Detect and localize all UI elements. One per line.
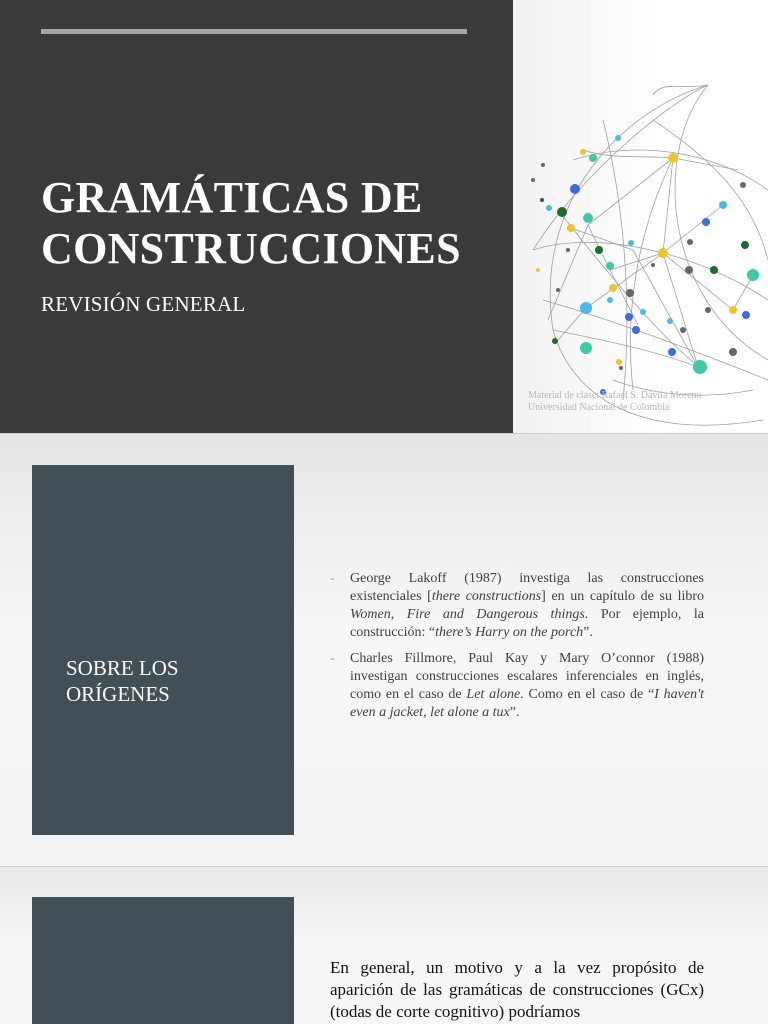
bullet-item-fillmore (330, 650, 704, 722)
bullet-italic-text: Let alone (466, 687, 521, 702)
presentation-subtitle: REVISIÓN GENERAL (41, 292, 246, 316)
bullet-text: ”. (583, 625, 593, 640)
network-globe-illustration (513, 0, 768, 433)
slide-credit (528, 390, 758, 414)
section-title-panel (32, 465, 294, 835)
bullet-text: George Lakoff (1987) investiga las construcciones existenciales [ (350, 571, 704, 604)
section-title-line: SOBRE LOS (66, 656, 179, 680)
bullet-text: . Por ejemplo, la construcción: “ (350, 607, 704, 640)
bullet-dash-icon: - (330, 651, 335, 666)
network-globe-image (513, 0, 768, 433)
motivation-slide (0, 866, 768, 1024)
motivation-paragraph: En general, un motivo y a la vez propósito de aparición de las gramáticas de construcciones (GCx) (todas de corte cognitivo) podríamos (330, 958, 704, 1021)
presentation-title: GRAMÁTICAS DE CONSTRUCCIONES (41, 173, 461, 273)
section-title-line: ORÍGENES (66, 682, 170, 706)
bullet-dash-icon: - (330, 571, 335, 586)
credit-author: Material de clase: Rafael S. Dávila Moreno (528, 390, 702, 401)
bullet-text: . Como en el caso de “ (520, 687, 655, 702)
bullet-italic-text: I haven't even a jacket, let alone a tux (350, 687, 704, 720)
bullet-text: ”. (509, 705, 520, 720)
bullet-text: Charles Fillmore, Paul Kay y Mary O’connor (1988) investigan construcciones escalares inferenciales en inglés, como en el caso de (350, 651, 704, 702)
bullet-text: ] en un capítulo de su libro (541, 589, 705, 604)
title-rule (41, 29, 467, 34)
bullet-item-lakoff (330, 570, 704, 642)
section-title (66, 655, 179, 707)
origins-slide (0, 433, 768, 867)
origins-bullet-list (330, 570, 704, 730)
bullet-italic-text: Women, Fire and Dangerous things (350, 607, 585, 622)
section-title-panel (32, 897, 294, 1024)
bullet-italic-text: there constructions (431, 589, 542, 604)
title-slide (0, 0, 768, 433)
bullet-italic-text: there’s Harry on the porch (435, 625, 584, 640)
credit-institution: Universidad Nacional de Colombia (528, 402, 670, 413)
